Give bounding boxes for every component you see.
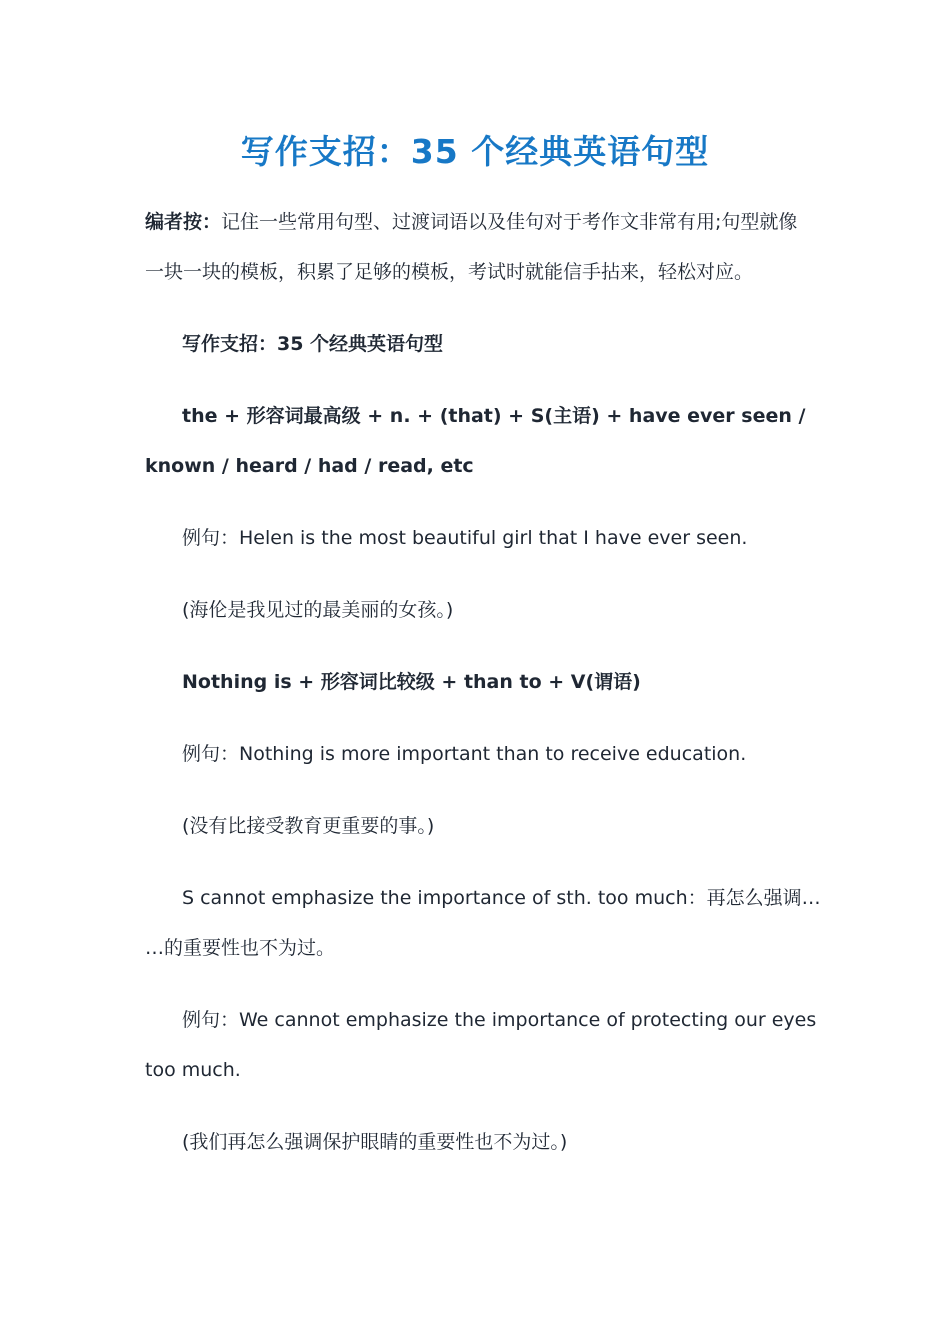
pattern-1-example: 例句：Helen is the most beautiful girl that I have ever seen. — [182, 527, 748, 549]
section-subtitle: 写作支招：35 个经典英语句型 — [182, 333, 444, 355]
pattern-3-line-2: …的重要性也不为过。 — [145, 937, 336, 959]
pattern-1-line-1: the + 形容词最高级 + n. + (that) + S(主语) + have ever seen / — [182, 405, 806, 427]
pattern-2-translation: (没有比接受教育更重要的事。) — [182, 815, 435, 837]
pattern-1-translation: (海伦是我见过的最美丽的女孩。) — [182, 599, 454, 621]
editor-note-label: 编者按： — [145, 211, 222, 233]
pattern-3-example-line-1: 例句：We cannot emphasize the importance of protecting our eyes — [182, 1009, 817, 1031]
pattern-3-translation: (我们再怎么强调保护眼睛的重要性也不为过。) — [182, 1131, 568, 1153]
editor-note-text-1: 记住一些常用句型、过渡词语以及佳句对于考作文非常有用;句型就像 — [221, 211, 798, 233]
pattern-2-example: 例句：Nothing is more important than to receive education. — [182, 743, 747, 765]
pattern-1-line-2: known / heard / had / read, etc — [145, 455, 474, 477]
pattern-3-line-1: S cannot emphasize the importance of sth. too much：再怎么强调… — [182, 887, 821, 909]
pattern-3-example-line-2: too much. — [145, 1059, 241, 1081]
editor-note-line-1 — [145, 197, 810, 247]
editor-note-line-2: 一块一块的模板，积累了足够的模板，考试时就能信手拈来，轻松对应。 — [145, 261, 754, 283]
document-title: 写作支招：35 个经典英语句型 — [240, 132, 710, 171]
pattern-2-line-1: Nothing is + 形容词比较级 + than to + V(谓语) — [182, 671, 641, 693]
